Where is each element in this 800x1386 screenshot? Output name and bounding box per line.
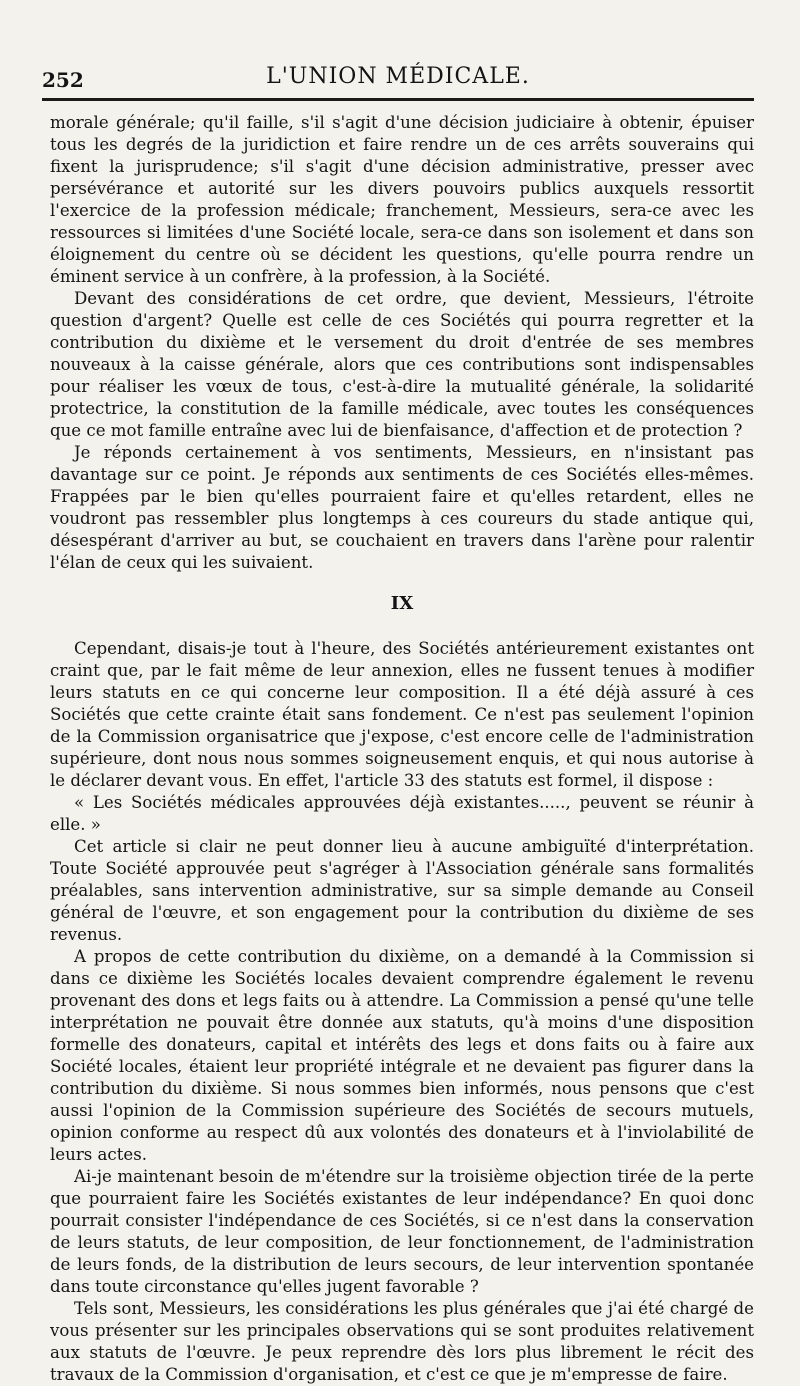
section-heading: IX [390, 593, 414, 614]
quotation: « Les Sociétés médicales approuvées déjà existantes....., peuvent se réunir à elle. » [50, 793, 754, 834]
paragraph: Cependant, disais-je tout à l'heure, des Sociétés antérieurement existantes ont craint que, par le fait même de leur annexion, elles ne fussent tenues à modifier leurs statuts en ce qui concerne leur composition. Il a été déjà assuré à ces Sociétés que cette crainte était sans fondement. Ce n'est pas seulement l'opinion de la Commission organisatrice que j'expose, c'est encore celle de l'administration supérieure, dont nous nous sommes soigneusement enquis, et qui nous autorise à le déclarer devant vous. En effet, l'article 33 des statuts est formel, il dispose : [50, 639, 754, 790]
paragraph: Cet article si clair ne peut donner lieu à aucune ambiguïté d'interprétation. Toute Société approuvée peut s'agréger à l'Association générale sans formalités préalables, sans intervention administrative, sur sa simple demande au Conseil général de l'œuvre, et son engagement pour la contribution du dixième de ses revenus. [50, 837, 754, 944]
paragraph: Je réponds certainement à vos sentiments, Messieurs, en n'insistant pas davantage sur ce point. Je réponds aux sentiments de ces Sociétés elles-mêmes. Frappées par le bien qu'elles pourraient faire et qu'elles retardent, elles ne voudront pas ressembler plus longtemps à ces coureurs du stade antique qui, désespérant d'arriver au but, se couchaient en travers dans l'arène pour ralentir l'élan de ceux qui les suivaient. [50, 443, 754, 572]
body-text [50, 112, 754, 1386]
paragraph: Tels sont, Messieurs, les considérations les plus générales que j'ai été chargé de vous présenter sur les principales observations qui se sont produites relativement aux statuts de l'œuvre. Je peux reprendre dès lors plus librement le récit des travaux de la Commission d'organisation, et c'est ce que je m'empresse de faire. [50, 1299, 754, 1384]
paragraph: Devant des considérations de cet ordre, que devient, Messieurs, l'étroite question d'argent? Quelle est celle de ces Sociétés qui pourra regretter et la contribution du dixième et le versement du droit d'entrée de ses membres nouveaux à la caisse générale, alors que ces contributions sont indispensables pour réaliser les vœux de tous, c'est-à-dire la mutualité générale, la solidarité protectrice, la constitution de la famille médicale, avec toutes les conséquences que ce mot famille entraîne avec lui de bienfaisance, d'affection et de protection ? [50, 289, 754, 440]
page-header [42, 60, 754, 96]
paragraph: A propos de cette contribution du dixième, on a demandé à la Commission si dans ce dixième les Sociétés locales devaient comprendre également le revenu provenant des dons et legs faits ou à attendre. La Commission a pensé qu'une telle interprétation ne pouvait être donnée aux statuts, qu'à moins d'une disposition formelle des donateurs, capital et intérêts des legs et dons faits ou à faire aux Société locales, étaient leur propriété intégrale et ne devaient pas figurer dans la contribution du dixième. Si nous sommes bien informés, nous pensons que c'est aussi l'opinion de la Commission supérieure des Sociétés de secours mutuels, opinion conforme au respect dû aux volontés des donateurs et à l'inviolabilité de leurs actes. [50, 947, 754, 1164]
header-rule [42, 98, 754, 101]
journal-title: L'UNION MÉDICALE. [266, 64, 530, 89]
paragraph: Ai-je maintenant besoin de m'étendre sur la troisième objection tirée de la perte que pourraient faire les Sociétés existantes de leur indépendance? En quoi donc pourrait consister l'indépendance de ces Sociétés, si ce n'est dans la conservation de leurs statuts, de leur composition, de leur fonctionnement, de l'administration de leurs fonds, de la distribution de leurs secours, de leur intervention spontanée dans toute circonstance qu'elles jugent favorable ? [50, 1167, 754, 1296]
page-number: 252 [42, 68, 84, 92]
paragraph: morale générale; qu'il faille, s'il s'agit d'une décision judiciaire à obtenir, épuiser tous les degrés de la juridiction et faire rendre un de ces arrêts souverains qui fixent la jurisprudence; s'il s'agit d'une décision administrative, presser avec persévérance et autorité sur les divers pouvoirs publics auxquels ressortit l'exercice de la profession médicale; franchement, Messieurs, sera-ce avec les ressources si limitées d'une Société locale, sera-ce dans son isolement et dans son éloignement du centre où se décident les questions, qu'elle pourra rendre un éminent service à un confrère, à la profession, à la Société. [50, 113, 754, 286]
